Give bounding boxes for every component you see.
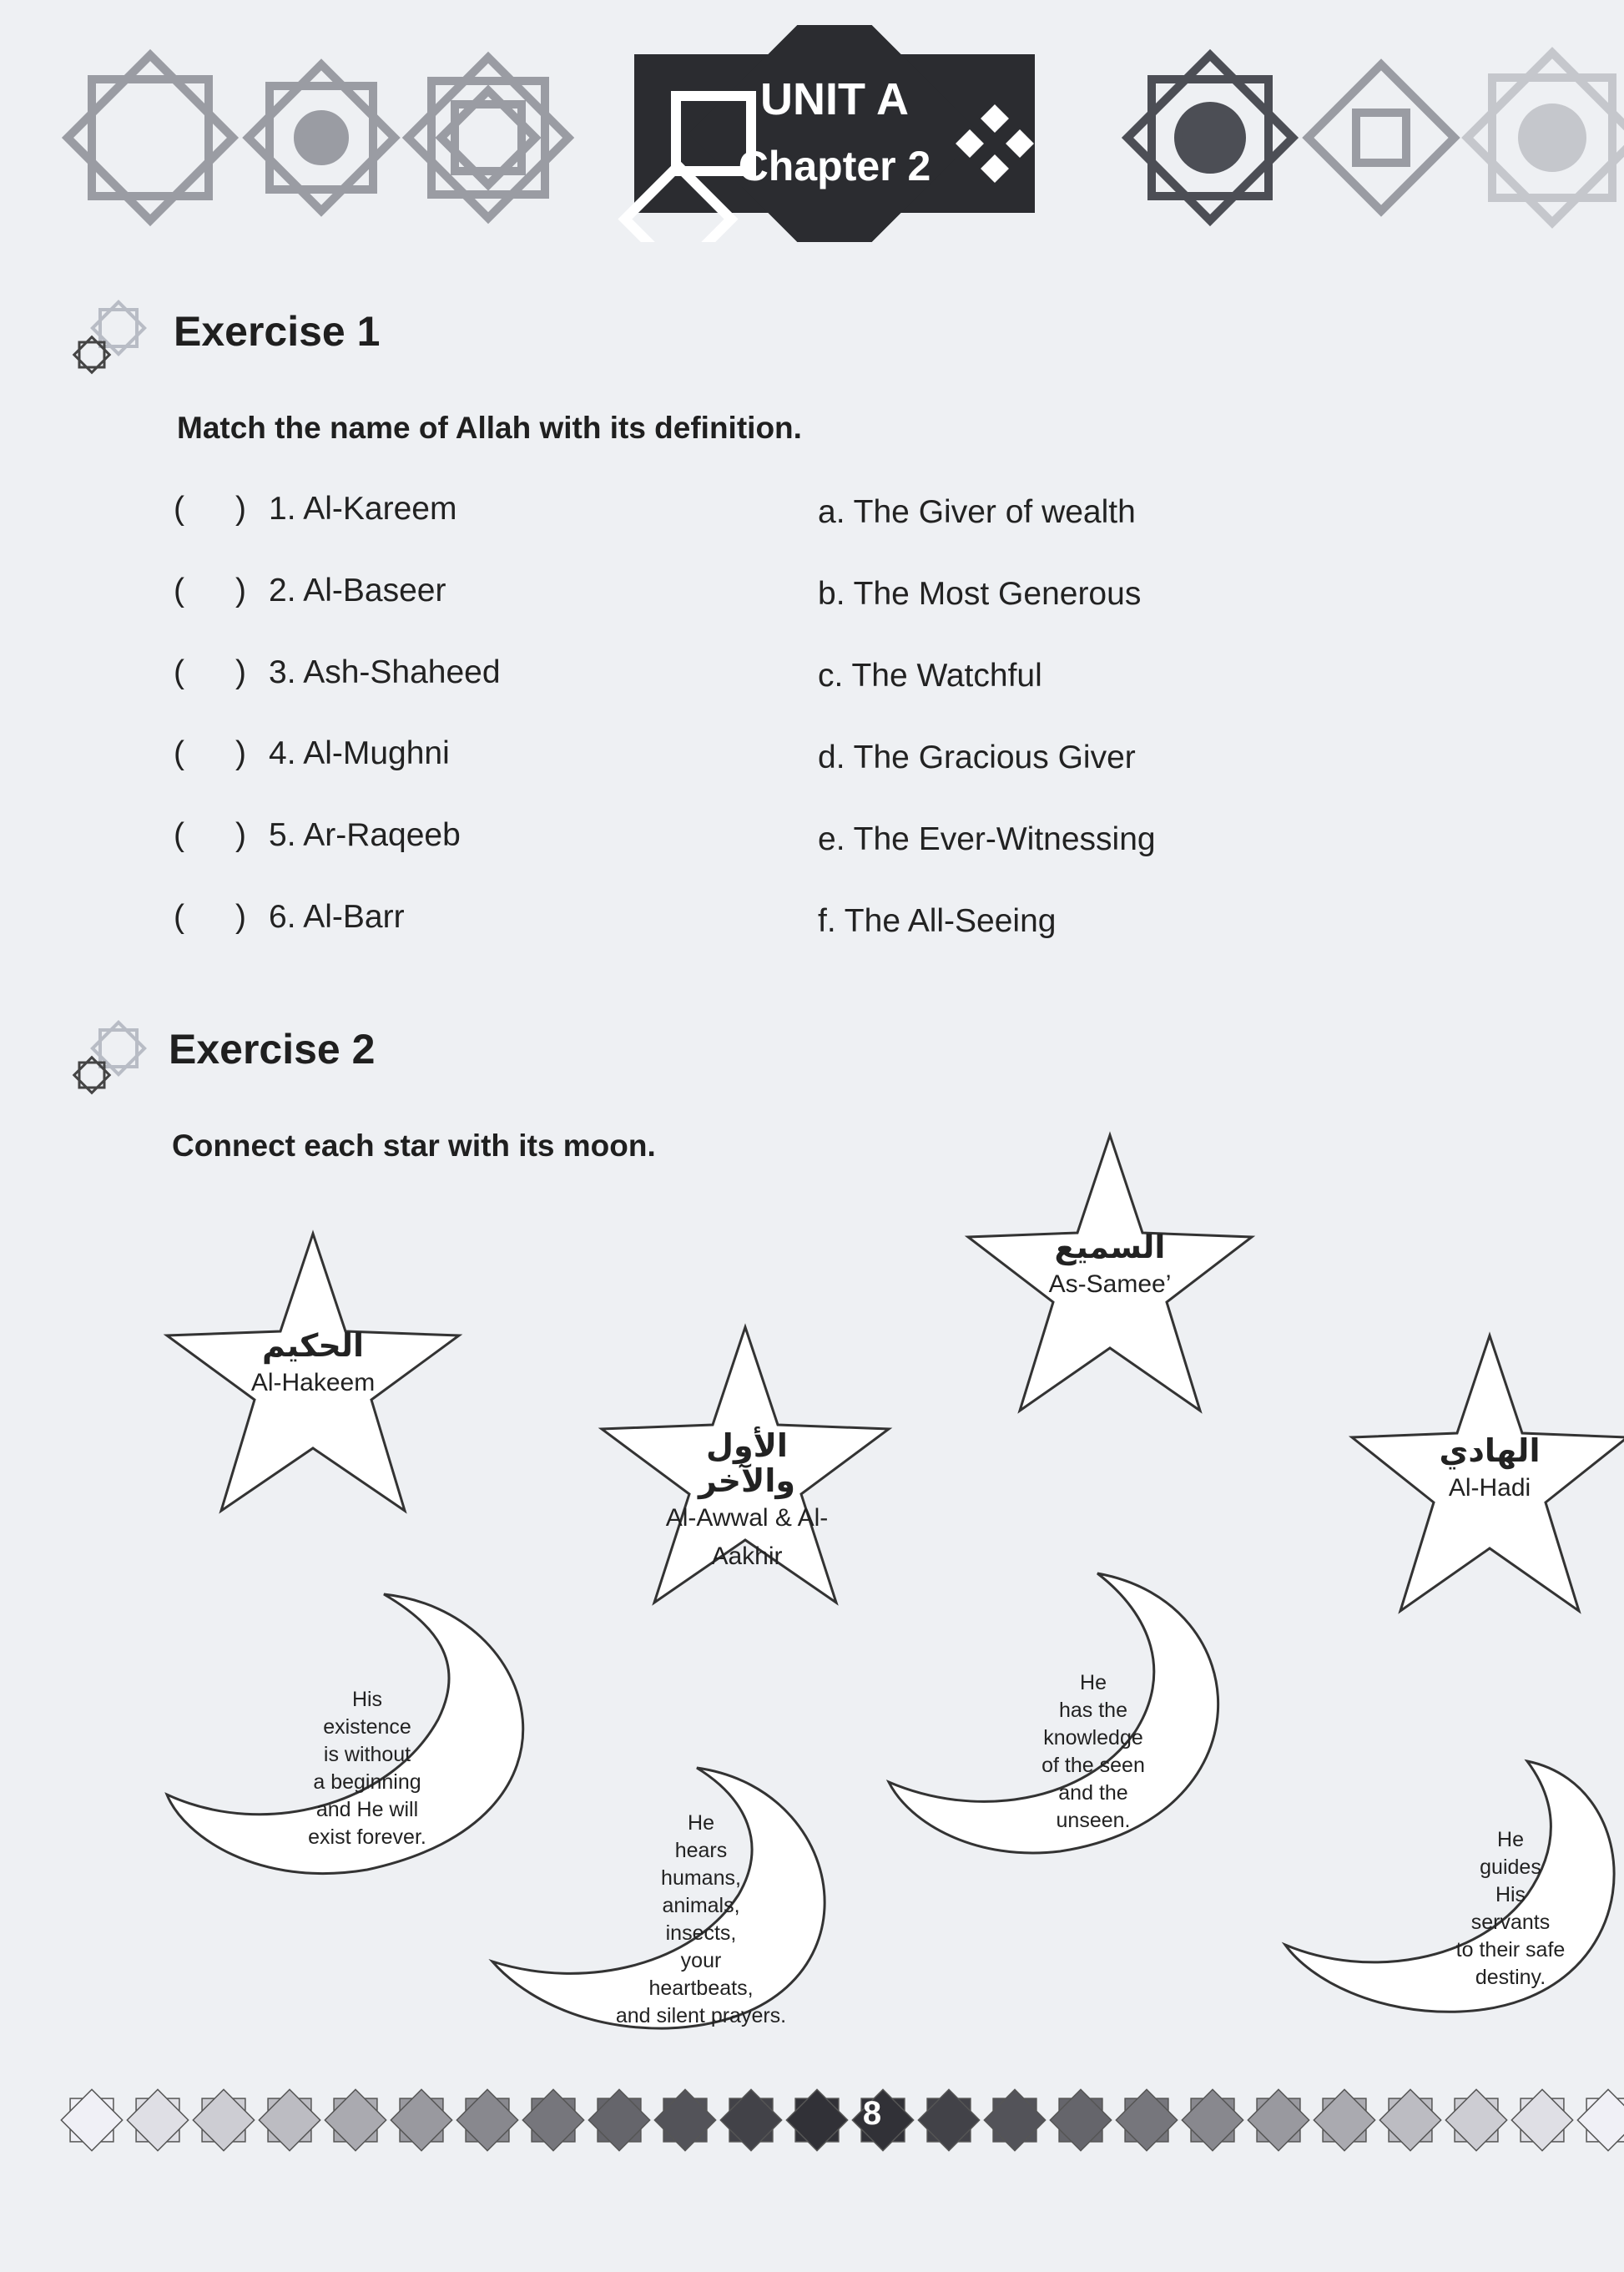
moon-description-line: He — [1497, 1828, 1524, 1851]
exercise-2-title: Exercise 2 — [169, 1026, 376, 1073]
answer-paren-close: ) — [235, 817, 246, 853]
moon-description-line: His — [351, 1688, 383, 1711]
moon-description-line: to their safe — [1455, 1938, 1566, 1961]
moon-description-line: a beginning — [313, 1770, 421, 1794]
answer-paren-close: ) — [235, 899, 246, 935]
star-arabic-name: السميع — [1054, 1229, 1166, 1265]
star-arabic-name: الهادي — [1439, 1432, 1541, 1469]
allah-name-item: 1. Al-Kareem — [269, 491, 457, 527]
answer-paren-close: ) — [235, 491, 246, 527]
footer-octagram-icon — [1379, 2089, 1440, 2150]
footer-octagram-icon — [1182, 2089, 1243, 2150]
footer-octagram-icon — [984, 2089, 1045, 2150]
moon-description-line: destiny. — [1475, 1966, 1546, 1989]
star-english-name: Al-Awwal & Al-Aakhir — [665, 1503, 829, 1571]
star-english-name: Al-Hakeem — [250, 1368, 376, 1396]
chapter-title: Chapter 2 — [738, 143, 931, 189]
moon-description-line: of the seen — [1041, 1754, 1145, 1777]
moon-description-line: He — [1080, 1671, 1107, 1694]
footer-octagram-icon — [259, 2089, 320, 2150]
footer-octagram-icon — [61, 2089, 122, 2150]
moon-description-line: and He will — [315, 1798, 419, 1821]
definition-item: e. The Ever-Witnessing — [818, 821, 1156, 857]
footer-octagram-icon — [193, 2089, 254, 2150]
footer-octagram-icon — [1314, 2089, 1374, 2150]
footer-octagram-icon — [654, 2089, 715, 2150]
moon-description-line: and silent prayers. — [615, 2004, 787, 2027]
star-arabic-name: الأول والآخر — [699, 1427, 795, 1499]
exercise-1-instruction: Match the name of Allah with its definition. — [177, 411, 802, 445]
footer-octagram-icon — [1445, 2089, 1506, 2150]
moon-description-line: guides — [1480, 1855, 1541, 1879]
answer-paren-open: ( — [174, 573, 184, 608]
footer-octagram-icon — [918, 2089, 979, 2150]
definition-item: b. The Most Generous — [818, 576, 1142, 612]
answer-paren-open: ( — [174, 491, 184, 527]
answer-paren-open: ( — [174, 899, 184, 935]
allah-name-item: 2. Al-Baseer — [269, 573, 446, 608]
answer-paren-open: ( — [174, 817, 184, 853]
footer-octagram-icon — [1577, 2089, 1624, 2150]
page-number: 8 — [862, 2095, 882, 2132]
answer-paren-close: ) — [235, 735, 246, 771]
definition-item: f. The All-Seeing — [818, 903, 1057, 939]
exercise-2-instruction: Connect each star with its moon. — [172, 1128, 656, 1163]
footer-octagram-icon — [720, 2089, 781, 2150]
answer-paren-open: ( — [174, 654, 184, 690]
star-english-name: Al-Hadi — [1448, 1473, 1531, 1502]
moon-description-line: knowledge — [1043, 1726, 1143, 1749]
moon-description-line: your — [680, 1949, 722, 1972]
moon-description-line: heartbeats, — [648, 1977, 754, 2000]
moon-description-line: exist forever. — [308, 1825, 426, 1849]
moon-description-line: insects, — [665, 1921, 737, 1945]
definition-item: d. The Gracious Giver — [818, 740, 1136, 775]
footer-octagram-icon — [127, 2089, 188, 2150]
footer-octagram-icon — [522, 2089, 583, 2150]
moon-description-line: and the — [1058, 1781, 1128, 1805]
footer-octagram-icon — [325, 2089, 386, 2150]
moon-description-line: His — [1495, 1883, 1526, 1906]
exercise-1-title: Exercise 1 — [174, 308, 381, 355]
footer-octagram-icon — [1050, 2089, 1111, 2150]
unit-title: UNIT A — [760, 74, 909, 124]
moon-description-line: servants — [1470, 1911, 1551, 1934]
footer-octagram-icon — [588, 2089, 649, 2150]
moon-description-line: hears — [674, 1839, 728, 1862]
allah-name-item: 4. Al-Mughni — [269, 735, 450, 771]
moon-description-line: existence — [323, 1715, 411, 1739]
footer-octagram-icon — [1511, 2089, 1572, 2150]
definition-item: a. The Giver of wealth — [818, 494, 1136, 530]
footer-octagram-icon — [391, 2089, 451, 2150]
answer-paren-close: ) — [235, 573, 246, 608]
star-arabic-name: الحكيم — [261, 1327, 365, 1364]
moon-description-line: is without — [323, 1743, 411, 1766]
allah-name-item: 5. Ar-Raqeeb — [269, 817, 461, 853]
allah-name-item: 3. Ash-Shaheed — [269, 654, 501, 690]
definition-item: c. The Watchful — [818, 658, 1042, 694]
moon-description-line: humans, — [661, 1866, 741, 1890]
moon-description-line: unseen. — [1056, 1809, 1131, 1832]
moon-description-line: has the — [1058, 1699, 1127, 1722]
moon-description-line: animals, — [662, 1894, 740, 1917]
moon-description-line: He — [688, 1811, 714, 1835]
allah-name-item: 6. Al-Barr — [269, 899, 405, 935]
answer-paren-open: ( — [174, 735, 184, 771]
footer-octagram-icon — [456, 2089, 517, 2150]
footer-octagram-icon — [1116, 2089, 1177, 2150]
footer-octagram-icon — [1248, 2089, 1309, 2150]
star-english-name: As-Samee’ — [1048, 1270, 1172, 1298]
answer-paren-close: ) — [235, 654, 246, 690]
